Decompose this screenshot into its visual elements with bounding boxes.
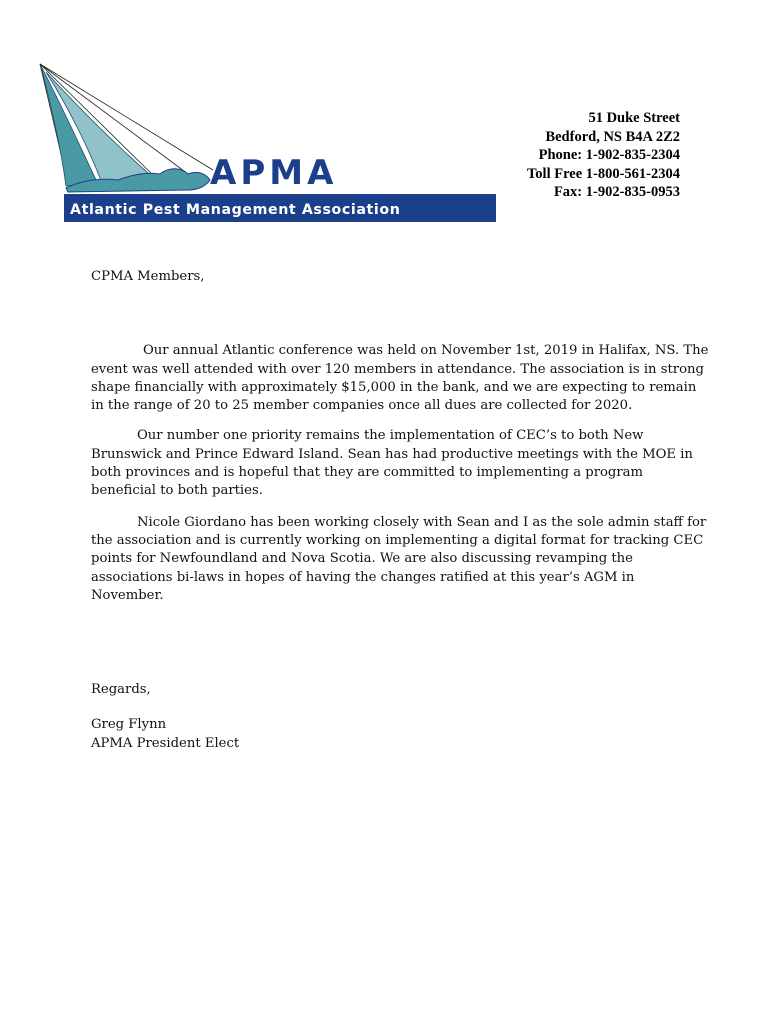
paragraph-2-line: Our number one priority remains the implementation of CEC’s to both New xyxy=(137,428,644,444)
address-city: Bedford, NS B4A 2Z2 xyxy=(545,128,680,145)
paragraph-1-line: in the range of 20 to 25 member companies once all dues are collected for 2020. xyxy=(91,398,633,414)
apma-logo xyxy=(38,62,496,224)
address-phone: Phone: 1-902-835-2304 xyxy=(538,147,680,163)
address-street: 51 Duke Street xyxy=(588,110,680,126)
signer-title: APMA President Elect xyxy=(91,735,240,751)
paragraph-3-line: the association and is currently working on implementing a digital format for tracking CEC xyxy=(91,532,704,548)
signer-name: Greg Flynn xyxy=(91,717,167,733)
paragraph-3-line: associations bi-laws in hopes of having the changes ratified at this year’s AGM in xyxy=(91,569,635,585)
letter-body xyxy=(91,268,709,753)
paragraph-3-line: points for Newfoundland and Nova Scotia. We are also discussing revamping the xyxy=(91,551,633,567)
paragraph-2-line: beneficial to both parties. xyxy=(91,483,263,499)
address-toll-free: Toll Free 1-800-561-2304 xyxy=(526,165,680,182)
paragraph-3-line: Nicole Giordano has been working closely with Sean and I as the sole admin staff for xyxy=(137,514,707,530)
paragraph-3-line: November. xyxy=(91,587,164,603)
closing: Regards, xyxy=(91,682,151,698)
paragraph-3 xyxy=(91,514,707,605)
paragraph-2-line: both provinces and is hopeful that they are committed to implementing a program xyxy=(91,465,644,481)
logo-full-name: Atlantic Pest Management Association xyxy=(70,202,401,218)
salutation: CPMA Members, xyxy=(91,269,205,284)
paragraph-2-line: Brunswick and Prince Edward Island. Sean has had productive meetings with the MOE in xyxy=(91,446,693,462)
paragraph-1-line: Our annual Atlantic conference was held on November 1st, 2019 in Halifax, NS. The xyxy=(143,343,709,359)
paragraph-1 xyxy=(91,342,709,415)
paragraph-2 xyxy=(91,427,693,500)
paragraph-1-line: shape financially with approximately $15,000 in the bank, and we are expecting to remain xyxy=(91,379,697,395)
address-fax: Fax: 1-902-835-0953 xyxy=(553,184,680,200)
paragraph-1-line: event was well attended with over 120 members in attendance. The association is in strong xyxy=(91,361,704,377)
logo-acronym: APMA xyxy=(210,153,338,193)
address-block xyxy=(527,109,680,202)
